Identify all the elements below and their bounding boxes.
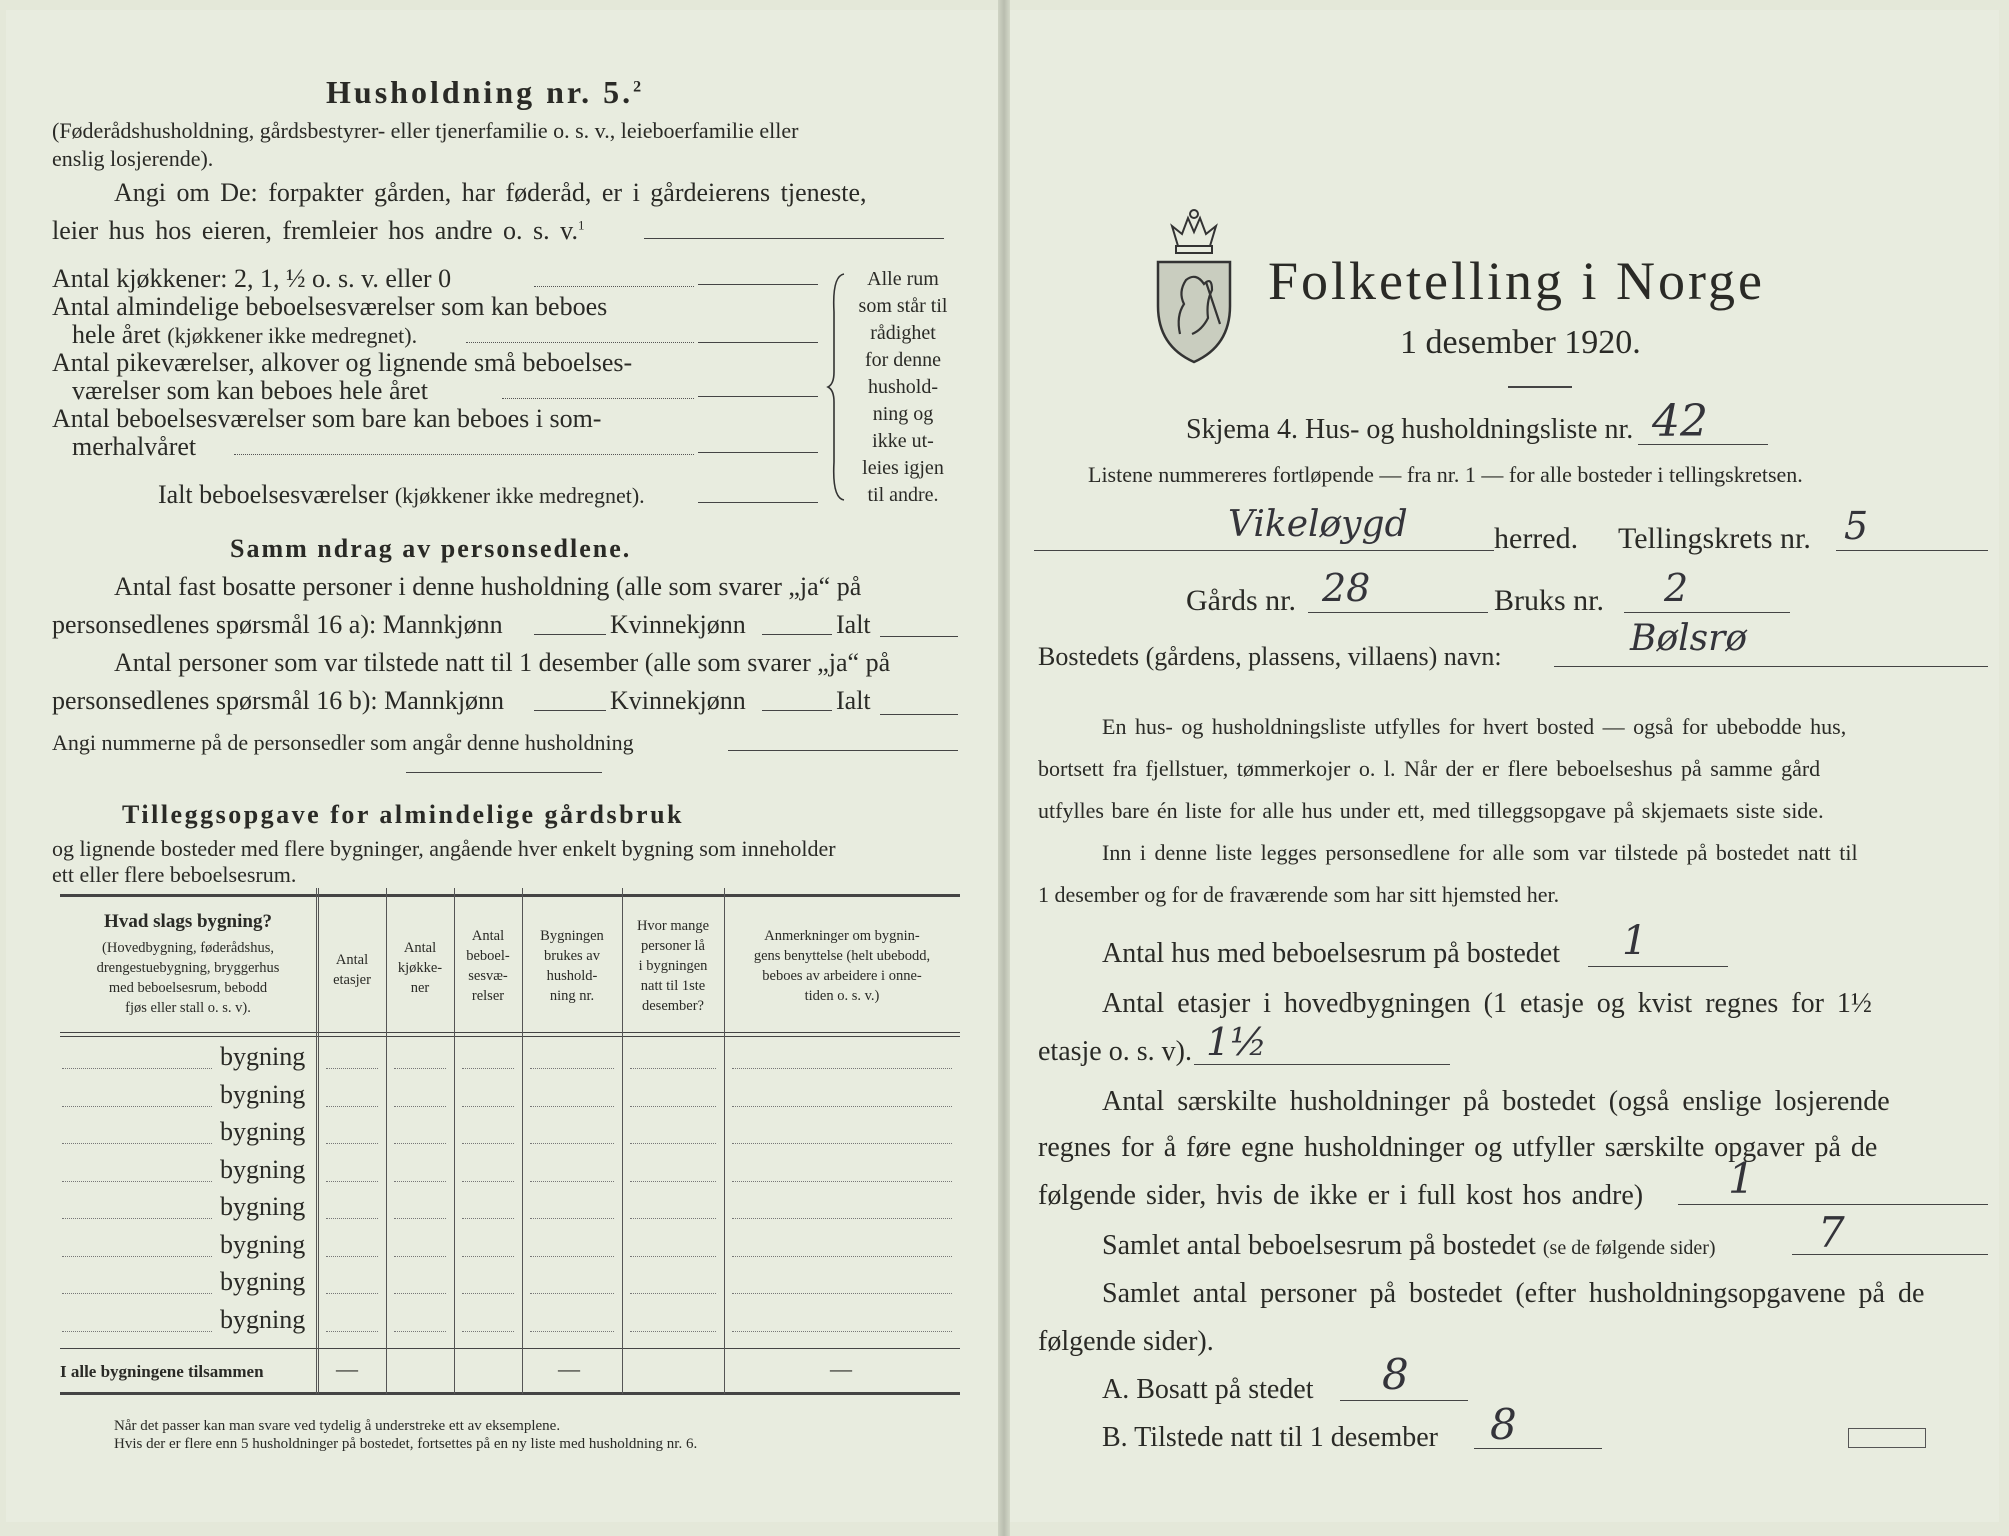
footnote-2: Hvis der er flere enn 5 husholdninger på bostedet, fortsettes på en ny liste med husholdning nr. 6. [114, 1436, 698, 1452]
building-cell-field[interactable] [732, 1143, 952, 1144]
rooms-dots [466, 342, 694, 343]
building-cell-field[interactable] [732, 1106, 952, 1107]
schema-label: Skjema 4. Hus- og husholdningsliste nr. [1186, 414, 1634, 445]
q-households-line-2: regnes for å føre egne husholdninger og utfyller særskilte opgaver på de [1038, 1132, 1878, 1163]
building-cell-field[interactable] [326, 1106, 378, 1107]
title-rule [1508, 386, 1572, 388]
q-floors-line-2: etasje o. s. v). [1038, 1036, 1192, 1067]
building-cell-field[interactable] [630, 1331, 716, 1332]
krets-label: Tellingskrets nr. [1618, 522, 1811, 555]
summary-title: Samm ndrag av personsedlene. [230, 534, 632, 563]
q-persons-line-2: følgende sider). [1038, 1326, 1214, 1357]
building-cell-field[interactable] [326, 1143, 378, 1144]
building-cell-field[interactable] [732, 1293, 952, 1294]
summer-label-2: merhalvåret [72, 432, 197, 461]
summer-field[interactable] [698, 452, 818, 453]
angi-line-1: Angi om De: forpakter gården, har føderåd, er i gårdeierens tjeneste, [114, 178, 867, 207]
q-resident-value: 8 [1382, 1350, 1409, 1399]
total-household-mark: — [558, 1356, 580, 1381]
building-row-label: bygning [220, 1079, 306, 1109]
instruction-5: 1 desember og for de fraværende som har sitt hjemsted her. [1038, 882, 1560, 907]
building-cell-field[interactable] [630, 1143, 716, 1144]
building-cell-field[interactable] [530, 1068, 614, 1069]
q-rooms-value: 7 [1818, 1208, 1845, 1257]
instruction-4: Inn i denne liste legges personsedlene for alle som var tilstede på bostedet natt til [1102, 840, 1858, 865]
building-cell-field[interactable] [630, 1256, 716, 1257]
building-row-label: bygning [220, 1229, 306, 1259]
total-remarks-mark: — [830, 1356, 852, 1381]
q-present-field[interactable] [1474, 1448, 1602, 1449]
present-female-field[interactable] [762, 710, 832, 711]
kitchens-label: Antal kjøkkener: 2, 1, ½ o. s. v. eller 0 [52, 264, 452, 293]
summer-dots [234, 454, 694, 455]
q-present-label: B. Tilstede natt til 1 desember [1102, 1422, 1438, 1453]
q-resident-field[interactable] [1340, 1400, 1468, 1401]
building-cell-field[interactable] [462, 1293, 514, 1294]
rooms-side-note: Alle rum som står til rådighet for denne hushold- ning og ikke ut- leies igjen til andre. [858, 268, 948, 506]
bruks-line[interactable] [1624, 612, 1790, 613]
angi-line-2: leier hus hos eieren, fremleier hos andre o. s. v.$^1$ [52, 216, 585, 245]
q-houses-label: Antal hus med beboelsesrum på bostedet [1102, 938, 1561, 969]
resident-total-field[interactable] [880, 636, 958, 637]
q-households-line-1: Antal særskilte husholdninger på bostedet (også enslige losjerende [1102, 1086, 1890, 1117]
building-cell-field[interactable] [394, 1331, 446, 1332]
supplement-line-1: og lignende bosteder med flere bygninger, angående hver enkelt bygning som inneholder [52, 836, 836, 861]
total-floors-mark: — [336, 1356, 358, 1381]
resident-female-label: Kvinnekjønn [610, 610, 746, 639]
bruks-value: 2 [1664, 566, 1689, 610]
q-rooms-field[interactable] [1792, 1254, 1988, 1255]
household-note-2: enslig losjerende). [52, 146, 214, 171]
krets-line[interactable] [1836, 550, 1988, 551]
q-present-value: 8 [1490, 1400, 1517, 1449]
building-cell-field[interactable] [462, 1256, 514, 1257]
building-cell-field[interactable] [326, 1181, 378, 1182]
household-title: Husholdning nr. 5.$^2$ [326, 74, 645, 110]
q-households-value: 1 [1728, 1154, 1755, 1203]
resident-total-label: Ialt [836, 610, 871, 639]
building-cell-field[interactable] [630, 1181, 716, 1182]
bosted-label: Bostedets (gårdens, plassens, villaens) navn: [1038, 642, 1502, 671]
building-table [60, 888, 960, 1394]
herred-line[interactable] [1034, 550, 1494, 551]
printer-stamp [1848, 1428, 1926, 1448]
q-floors-value: 1½ [1206, 1020, 1268, 1064]
maid-field[interactable] [698, 396, 818, 397]
summary-line-4: personsedlenes spørsmål 16 b): Mannkjønn [52, 686, 505, 715]
bosted-value: Bølsrø [1630, 618, 1747, 659]
building-cell-field[interactable] [394, 1143, 446, 1144]
building-cell-field[interactable] [732, 1256, 952, 1257]
kitchens-dots [534, 286, 694, 287]
building-cell-field[interactable] [630, 1068, 716, 1069]
col-header-remarks: Anmerkninger om bygnin- gens benyttelse (helt ubebodd, beboes av arbeidere i onne- tiden o. s. v.) [753, 928, 931, 1004]
building-type-field[interactable] [62, 1181, 212, 1182]
building-type-field[interactable] [62, 1143, 212, 1144]
building-cell-field[interactable] [462, 1218, 514, 1219]
col-header-rooms: Antal beboel- sesvæ- relser [466, 928, 510, 1004]
q-floors-line-1: Antal etasjer i hovedbygningen (1 etasje og kvist regnes for 1½ [1102, 988, 1872, 1019]
summary-line-2: personsedlenes spørsmål 16 a): Mannkjønn [52, 610, 503, 639]
building-cell-field[interactable] [732, 1068, 952, 1069]
building-cell-field[interactable] [462, 1143, 514, 1144]
building-type-field[interactable] [62, 1293, 212, 1294]
coat-of-arms-icon [1152, 206, 1236, 366]
resident-male-field[interactable] [534, 634, 606, 635]
maid-label-1: Antal pikeværelser, alkover og lignende små beboelses- [52, 348, 633, 377]
summer-label-1: Antal beboelsesværelser som bare kan beboes i som- [52, 404, 602, 433]
building-type-field[interactable] [62, 1218, 212, 1219]
building-cell-field[interactable] [394, 1106, 446, 1107]
kitchens-field[interactable] [698, 284, 818, 285]
q-floors-field[interactable] [1194, 1064, 1450, 1065]
building-cell-field[interactable] [394, 1256, 446, 1257]
building-cell-field[interactable] [462, 1181, 514, 1182]
right-page [1010, 10, 1999, 1522]
building-type-field[interactable] [62, 1256, 212, 1257]
gards-label: Gårds nr. [1186, 584, 1296, 617]
building-cell-field[interactable] [530, 1181, 614, 1182]
building-cell-field[interactable] [530, 1218, 614, 1219]
summary-line-3: Antal personer som var tilstede natt til 1 desember (alle som svarer „ja“ på [114, 648, 891, 677]
rooms-label-1: Antal almindelige beboelsesværelser som kan beboes [52, 292, 608, 321]
bruks-label: Bruks nr. [1494, 584, 1605, 617]
resident-female-field[interactable] [762, 634, 832, 635]
col-header-building-type: Hvad slags bygning? [104, 911, 272, 932]
total-row-label: I alle bygningene tilsammen [60, 1362, 264, 1381]
building-cell-field[interactable] [326, 1068, 378, 1069]
building-row-label: bygning [220, 1192, 306, 1221]
col-header-kitchens: Antal kjøkke- ner [397, 940, 443, 996]
total-rooms-field[interactable] [698, 502, 818, 503]
schema-number-line[interactable] [1638, 444, 1768, 445]
supplement-line-2: ett eller flere beboelsesrum. [52, 862, 297, 887]
building-cell-field[interactable] [630, 1106, 716, 1107]
supplement-title: Tilleggsopgave for almindelige gårdsbruk [122, 800, 685, 829]
building-cell-field[interactable] [394, 1181, 446, 1182]
total-rooms-label: Ialt beboelsesværelser (kjøkkener ikke medregnet). [158, 480, 645, 509]
building-type-field[interactable] [62, 1068, 212, 1069]
instruction-2: bortsett fra fjellstuer, tømmerkojer o. l. Når der er flere beboelseshus på samme gård [1038, 756, 1821, 781]
col-header-building-note: (Hovedbygning, føderådshus, drengestuebygning, bryggerhus med beboelsesrum, bebodd fjøs eller stall o. s. v). [96, 940, 280, 1016]
q-households-field[interactable] [1678, 1204, 1988, 1205]
building-cell-field[interactable] [530, 1106, 614, 1107]
col-header-household-no: Bygningen brukes av hushold- ning nr. [540, 928, 604, 1004]
building-cell-field[interactable] [530, 1256, 614, 1257]
summary-line-1: Antal fast bosatte personer i denne husholdning (alle som svarer „ja“ på [114, 572, 862, 601]
building-type-field[interactable] [62, 1106, 212, 1107]
building-cell-field[interactable] [326, 1293, 378, 1294]
building-cell-field[interactable] [530, 1293, 614, 1294]
numbering-note: Listene nummereres fortløpende — fra nr. 1 — for alle bosteder i tellingskretsen. [1088, 462, 1803, 487]
rooms-label-2: hele året (kjøkkener ikke medregnet). [72, 320, 418, 349]
angi-numbers-field[interactable] [728, 750, 958, 751]
angi-numbers-label: Angi nummerne på de personsedler som angår denne husholdning [52, 730, 634, 755]
maid-dots [502, 398, 694, 399]
col-header-floors: Antal etasjer [333, 952, 371, 988]
gards-value: 28 [1322, 566, 1371, 610]
building-cell-field[interactable] [462, 1106, 514, 1107]
q-houses-line[interactable] [1588, 966, 1728, 967]
building-cell-field[interactable] [326, 1331, 378, 1332]
household-note-1: (Føderådshusholdning, gårdsbestyrer- eller tjenerfamilie o. s. v., leieboerfamilie eller [52, 118, 799, 143]
building-row-label: bygning [220, 1042, 306, 1071]
herred-label: herred. [1494, 522, 1579, 555]
building-cell-field[interactable] [462, 1068, 514, 1069]
building-cell-field[interactable] [326, 1218, 378, 1219]
building-cell-field[interactable] [530, 1331, 614, 1332]
present-total-field[interactable] [880, 714, 958, 715]
building-cell-field[interactable] [630, 1218, 716, 1219]
building-cell-field[interactable] [732, 1218, 952, 1219]
building-cell-field[interactable] [394, 1293, 446, 1294]
rooms-field[interactable] [698, 342, 818, 343]
instruction-3: utfylles bare én liste for alle hus under ett, med tilleggsopgave på skjemaets siste side. [1038, 798, 1824, 823]
building-cell-field[interactable] [394, 1068, 446, 1069]
building-row-label: bygning [220, 1304, 306, 1334]
instruction-1: En hus- og husholdningsliste utfylles for hvert bosted — også for ubebodde hus, [1102, 714, 1847, 739]
building-row-label: bygning [220, 1117, 306, 1146]
building-cell-field[interactable] [530, 1143, 614, 1144]
q-households-line-3: følgende sider, hvis de ikke er i full kost hos andre) [1038, 1180, 1644, 1211]
form-title: Folketelling i Norge [1268, 251, 1765, 311]
building-cell-field[interactable] [630, 1293, 716, 1294]
present-female-label: Kvinnekjønn [610, 686, 746, 715]
angi-answer-line[interactable] [644, 238, 944, 239]
maid-label-2: værelser som kan beboes hele året [72, 376, 428, 405]
q-resident-label: A. Bosatt på stedet [1102, 1374, 1314, 1405]
gards-line[interactable] [1308, 612, 1488, 613]
building-cell-field[interactable] [394, 1218, 446, 1219]
form-date: 1 desember 1920. [1400, 324, 1641, 361]
building-cell-field[interactable] [732, 1331, 952, 1332]
building-row-label: bygning [220, 1267, 306, 1296]
page-fold [998, 0, 1010, 1536]
schema-number: 42 [1652, 396, 1708, 447]
building-type-field[interactable] [62, 1331, 212, 1332]
krets-value: 5 [1844, 504, 1869, 548]
building-cell-field[interactable] [732, 1181, 952, 1182]
building-cell-field[interactable] [326, 1256, 378, 1257]
herred-value: Vikeløygd [1228, 504, 1408, 545]
building-cell-field[interactable] [462, 1331, 514, 1332]
present-male-field[interactable] [534, 710, 606, 711]
footnote-1: Når det passer kan man svare ved tydelig å understreke ett av eksemplene. [114, 1418, 561, 1434]
building-row-label: bygning [220, 1154, 306, 1184]
curly-brace-icon [826, 272, 850, 502]
left-page [6, 10, 998, 1522]
bosted-line[interactable] [1554, 666, 1988, 667]
q-rooms-label: Samlet antal beboelsesrum på bostedet (se de følgende sider) [1102, 1230, 1716, 1261]
present-total-label: Ialt [836, 686, 871, 715]
q-persons-line-1: Samlet antal personer på bostedet (efter husholdningsopgavene på de [1102, 1278, 1925, 1309]
col-header-persons: Hvor mange personer lå i bygningen natt til 1ste desember? [636, 918, 710, 1014]
q-houses-value: 1 [1622, 918, 1648, 964]
separator-rule [406, 772, 602, 773]
